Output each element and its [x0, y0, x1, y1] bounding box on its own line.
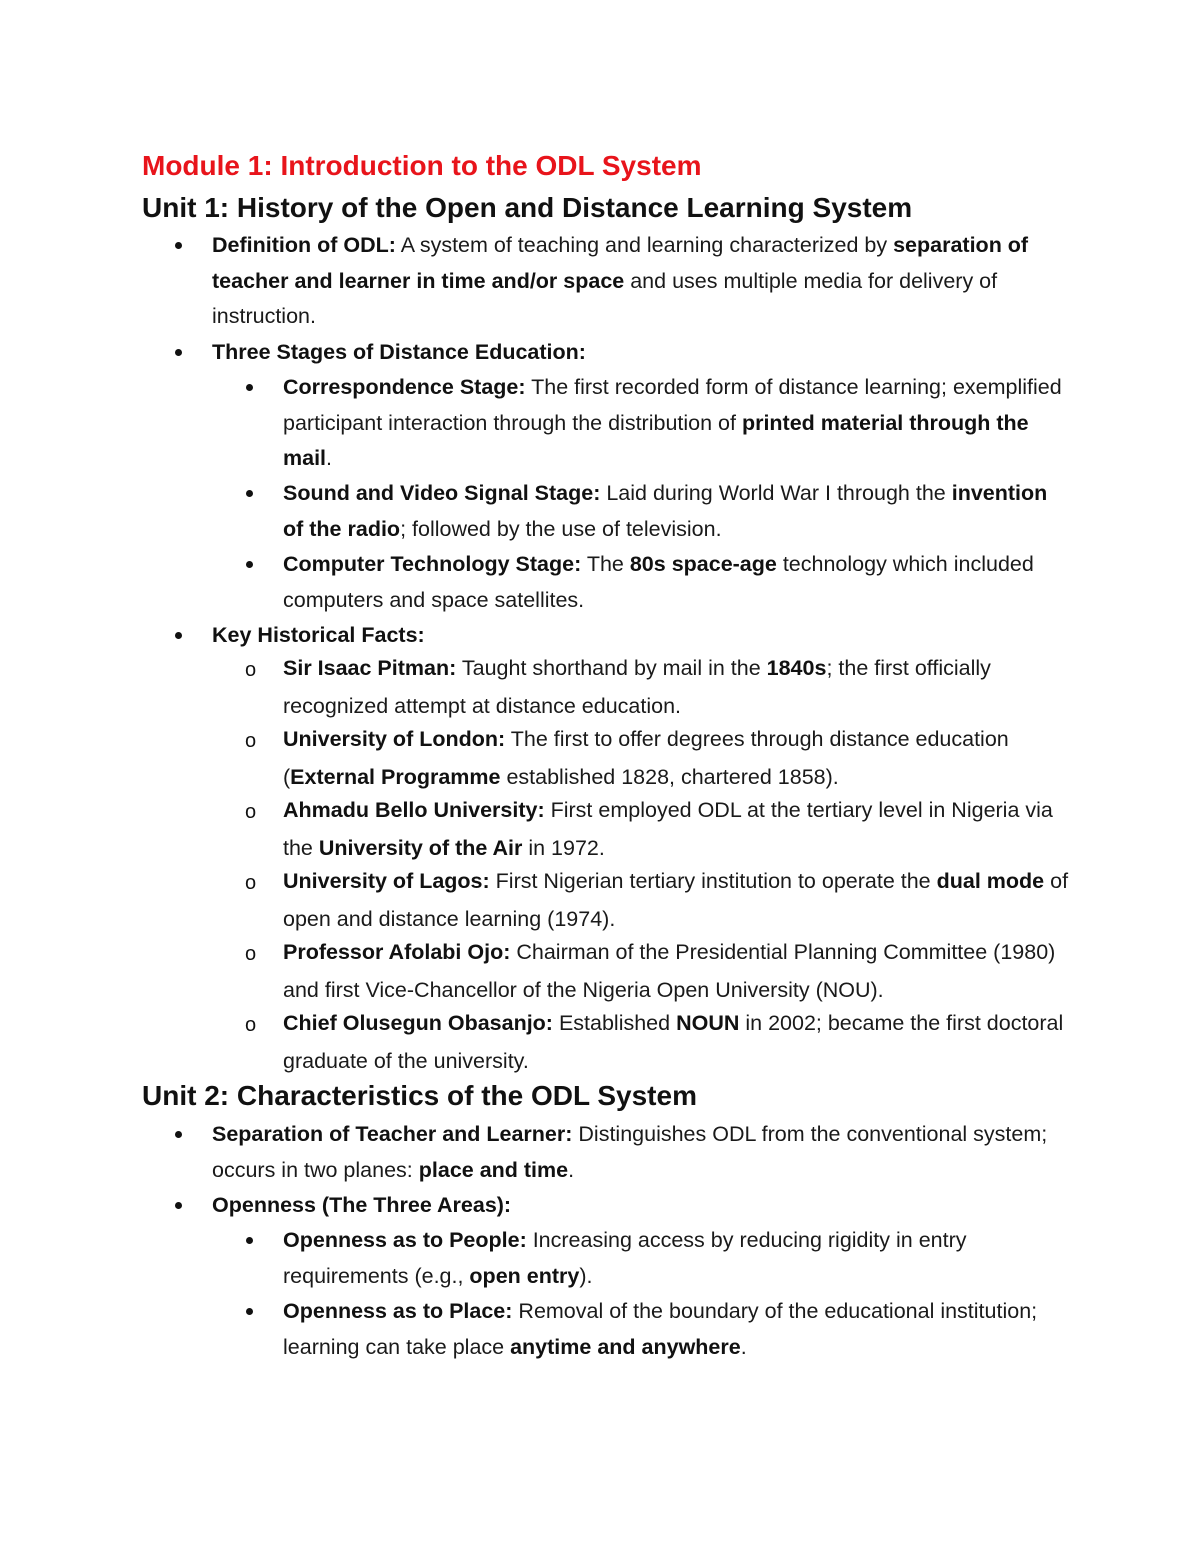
stages-label: Three Stages of Distance Education:: [212, 340, 586, 364]
computer-label: Computer Technology Stage:: [283, 552, 582, 576]
bullet-icon: [175, 632, 182, 639]
stages-heading: [212, 335, 1082, 371]
bullet-icon: [175, 242, 182, 249]
circle-bullet-icon: o: [245, 943, 257, 965]
separation-label: Separation of Teacher and Learner:: [212, 1122, 573, 1146]
lagos-text-a: First Nigerian tertiary institution to operate the: [489, 869, 937, 893]
abu-label: Ahmadu Bello University:: [283, 798, 545, 822]
sound-video-label: Sound and Video Signal Stage:: [283, 481, 601, 505]
pitman-text-b: ; the first officially recognized attempt at distance education.: [283, 656, 991, 718]
correspondence-label: Correspondence Stage:: [283, 375, 526, 399]
definition-text-a: A system of teaching and learning characterized by: [395, 233, 894, 257]
correspondence-bold: printed material through the mail: [283, 410, 1029, 470]
separation-text-a: Distinguishes ODL from the conventional system; occurs in two planes:: [212, 1122, 1048, 1182]
people-text-b: ).: [579, 1263, 593, 1288]
facts-label: Key Historical Facts:: [212, 623, 425, 647]
bullet-icon: [175, 349, 182, 356]
bullet-icon: [246, 561, 253, 568]
bullet-icon: [246, 1237, 253, 1244]
circle-bullet-icon: o: [245, 801, 257, 823]
openness-heading: [212, 1188, 1082, 1224]
london-bold: External Programme: [290, 765, 501, 789]
bullet-icon: [175, 1131, 182, 1138]
people-label: Openness as to People:: [283, 1228, 527, 1252]
definition-label: Definition of ODL:: [212, 233, 396, 257]
london-text-b: established 1828, chartered 1858).: [500, 765, 839, 789]
fact-ojo: [283, 933, 1073, 1009]
people-text-a: Increasing access by reducing rigidity in entry requirements (e.g.,: [283, 1228, 967, 1288]
obasanjo-label: Chief Olusegun Obasanjo:: [283, 1011, 553, 1035]
abu-text-b: in 1972.: [522, 836, 605, 860]
fact-abu: [283, 791, 1073, 867]
place-label: Openness as to Place:: [283, 1299, 513, 1323]
obasanjo-text-a: Established: [552, 1011, 677, 1035]
bullet-icon: [246, 1308, 253, 1315]
bullet-icon: [175, 1202, 182, 1209]
sound-video-bold: invention of the radio: [283, 481, 1048, 541]
lagos-label: University of Lagos:: [283, 869, 490, 893]
fact-pitman: [283, 649, 1073, 725]
pitman-label: Sir Isaac Pitman:: [283, 656, 457, 680]
place-text-a: Removal of the boundary of the educational institution; learning can take place: [283, 1299, 1038, 1359]
computer-stage-item: [283, 547, 1073, 618]
definition-item: [212, 228, 1082, 335]
openness-place-item: [283, 1294, 1073, 1365]
obasanjo-bold: NOUN: [676, 1011, 740, 1035]
computer-bold: 80s space-age: [629, 552, 777, 576]
people-bold: open entry: [469, 1263, 580, 1288]
correspondence-text-a: The first recorded form of distance learning; exemplified participant interaction through the distribution of: [283, 375, 1062, 435]
ojo-label: Professor Afolabi Ojo:: [283, 940, 511, 964]
circle-bullet-icon: o: [245, 872, 257, 894]
unit1-title: Unit 1: History of the Open and Distance Learning System: [142, 192, 913, 223]
bullet-icon: [246, 384, 253, 391]
unit2-title: Unit 2: Characteristics of the ODL System: [142, 1080, 697, 1111]
ojo-text-a: Chairman of the Presidential Planning Committee (1980) and first Vice-Chancellor of the Nigeria Open University (NOU).: [283, 940, 1056, 1002]
fact-lagos: [283, 862, 1073, 938]
computer-text-b: technology which included computers and space satellites.: [283, 552, 1034, 612]
abu-text-a: First employed ODL at the tertiary level in Nigeria via the: [283, 798, 1053, 860]
definition-bold: separation of teacher and learner in time and/or space: [212, 233, 1029, 293]
circle-bullet-icon: o: [245, 1014, 257, 1036]
correspondence-text-b: .: [326, 446, 333, 470]
obasanjo-text-b: in 2002; became the first doctoral graduate of the university.: [283, 1011, 1064, 1073]
fact-obasanjo: [283, 1004, 1073, 1080]
place-bold: anytime and anywhere: [510, 1334, 741, 1359]
circle-bullet-icon: o: [245, 659, 257, 681]
lagos-bold: dual mode: [936, 869, 1045, 893]
lagos-text-b: of open and distance learning (1974).: [283, 869, 1069, 931]
correspondence-stage-item: [283, 370, 1073, 477]
separation-text-b: .: [568, 1157, 575, 1182]
definition-text-b: and uses multiple media for delivery of instruction.: [212, 268, 998, 328]
openness-label: Openness (The Three Areas):: [212, 1193, 512, 1217]
london-text-a: The first to offer degrees through distance education (: [283, 727, 1009, 789]
abu-bold: University of the Air: [318, 836, 523, 860]
sound-video-stage-item: [283, 476, 1073, 547]
openness-people-item: [283, 1223, 1073, 1294]
bullet-icon: [246, 490, 253, 497]
pitman-bold: 1840s: [766, 656, 827, 680]
sound-video-text-a: Laid during World War I through the: [600, 481, 952, 505]
circle-bullet-icon: o: [245, 730, 257, 752]
place-text-b: .: [740, 1334, 747, 1359]
separation-bold: place and time: [418, 1157, 569, 1182]
pitman-text-a: Taught shorthand by mail in the: [456, 656, 767, 680]
computer-text-a: The: [581, 552, 630, 576]
london-label: University of London:: [283, 727, 506, 751]
sound-video-text-b: ; followed by the use of television.: [400, 516, 722, 541]
separation-item: [212, 1117, 1082, 1188]
fact-london: [283, 720, 1073, 796]
module-title: Module 1: Introduction to the ODL System: [142, 150, 702, 181]
